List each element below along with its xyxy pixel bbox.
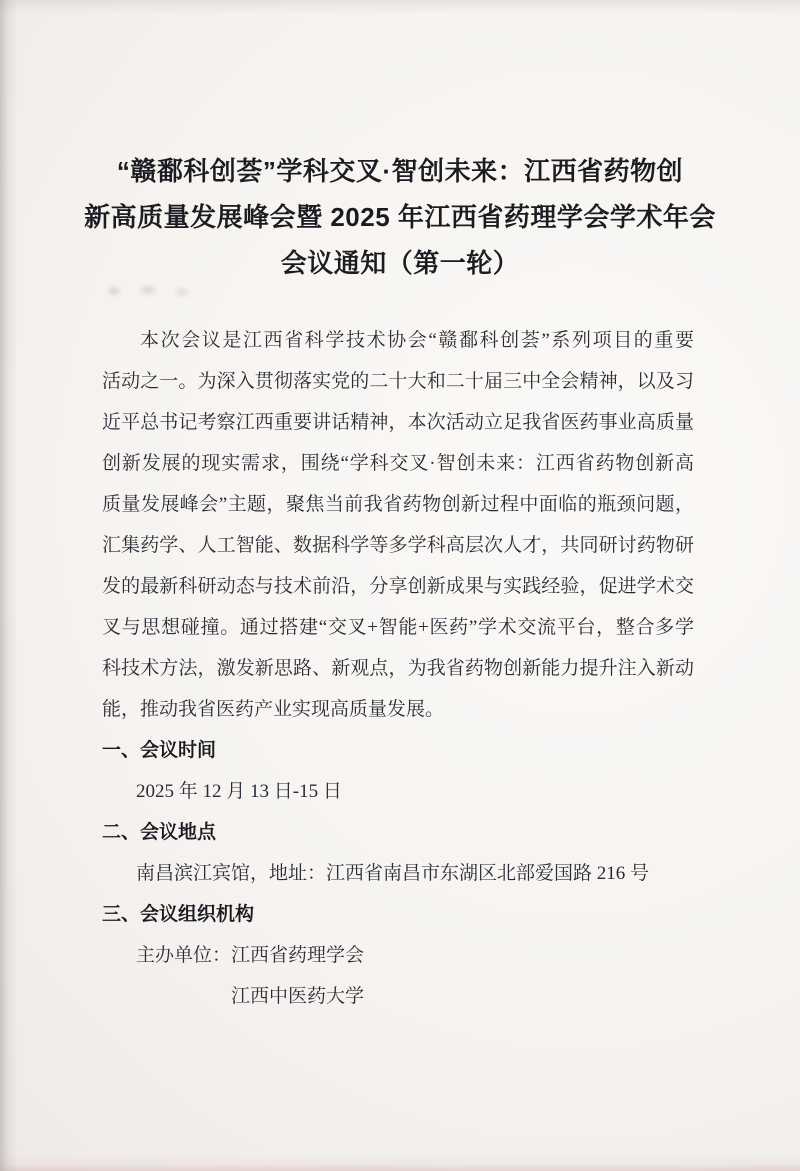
organizer-row (102, 935, 694, 976)
intro-line: 本次会议是江西省科学技术协会“赣鄱科创荟”系列项目的重要 (140, 330, 694, 351)
intro-line: 近平总书记考察江西重要讲话精神，本次活动立足我省医药事业高质量 (102, 412, 694, 433)
document-title (55, 148, 745, 286)
intro-line: 能，推动我省医药产业实现高质量发展。 (102, 699, 445, 720)
intro-line: 活动之一。为深入贯彻落实党的二十大和二十届三中全会精神，以及习 (102, 371, 694, 392)
intro-line: 创新发展的现实需求，围绕“学科交叉·智创未来：江西省药物创新高 (102, 453, 694, 474)
section-heading-organization: 三、会议组织机构 (102, 904, 255, 925)
document-body (102, 320, 694, 1017)
meeting-venue-value: 南昌滨江宾馆，地址：江西省南昌市东湖区北部爱国路 216 号 (136, 863, 650, 884)
title-line-3: 会议通知（第一轮） (280, 248, 520, 278)
section-heading-meeting-venue: 二、会议地点 (102, 822, 217, 843)
section-heading-meeting-time: 一、会议时间 (102, 740, 217, 761)
intro-line: 叉与思想碰撞。通过搭建“交叉+智能+医药”学术交流平台，整合多学 (102, 617, 694, 638)
intro-line: 质量发展峰会”主题，聚焦当前我省药物创新过程中面临的瓶颈问题， (102, 494, 694, 515)
title-line-2: 新高质量发展峰会暨 2025 年江西省药理学会学术年会 (84, 202, 716, 232)
intro-line: 科技术方法，激发新思路、新观点，为我省药物创新能力提升注入新动 (102, 658, 694, 679)
organizer-row (102, 976, 694, 1017)
organizer-label: 主办单位： (136, 945, 232, 966)
intro-line: 汇集药学、人工智能、数据科学等多学科高层次人才，共同研讨药物研 (102, 535, 694, 556)
intro-line: 发的最新科研动态与技术前沿，分享创新成果与实践经验，促进学术交 (102, 576, 694, 597)
title-line-1: “赣鄱科创荟”学科交叉·智创未来：江西省药物创 (116, 156, 684, 186)
meeting-time-value: 2025 年 12 月 13 日-15 日 (136, 781, 342, 802)
organizer-name: 江西省药理学会 (231, 945, 365, 966)
organizer-name: 江西中医药大学 (231, 986, 365, 1007)
